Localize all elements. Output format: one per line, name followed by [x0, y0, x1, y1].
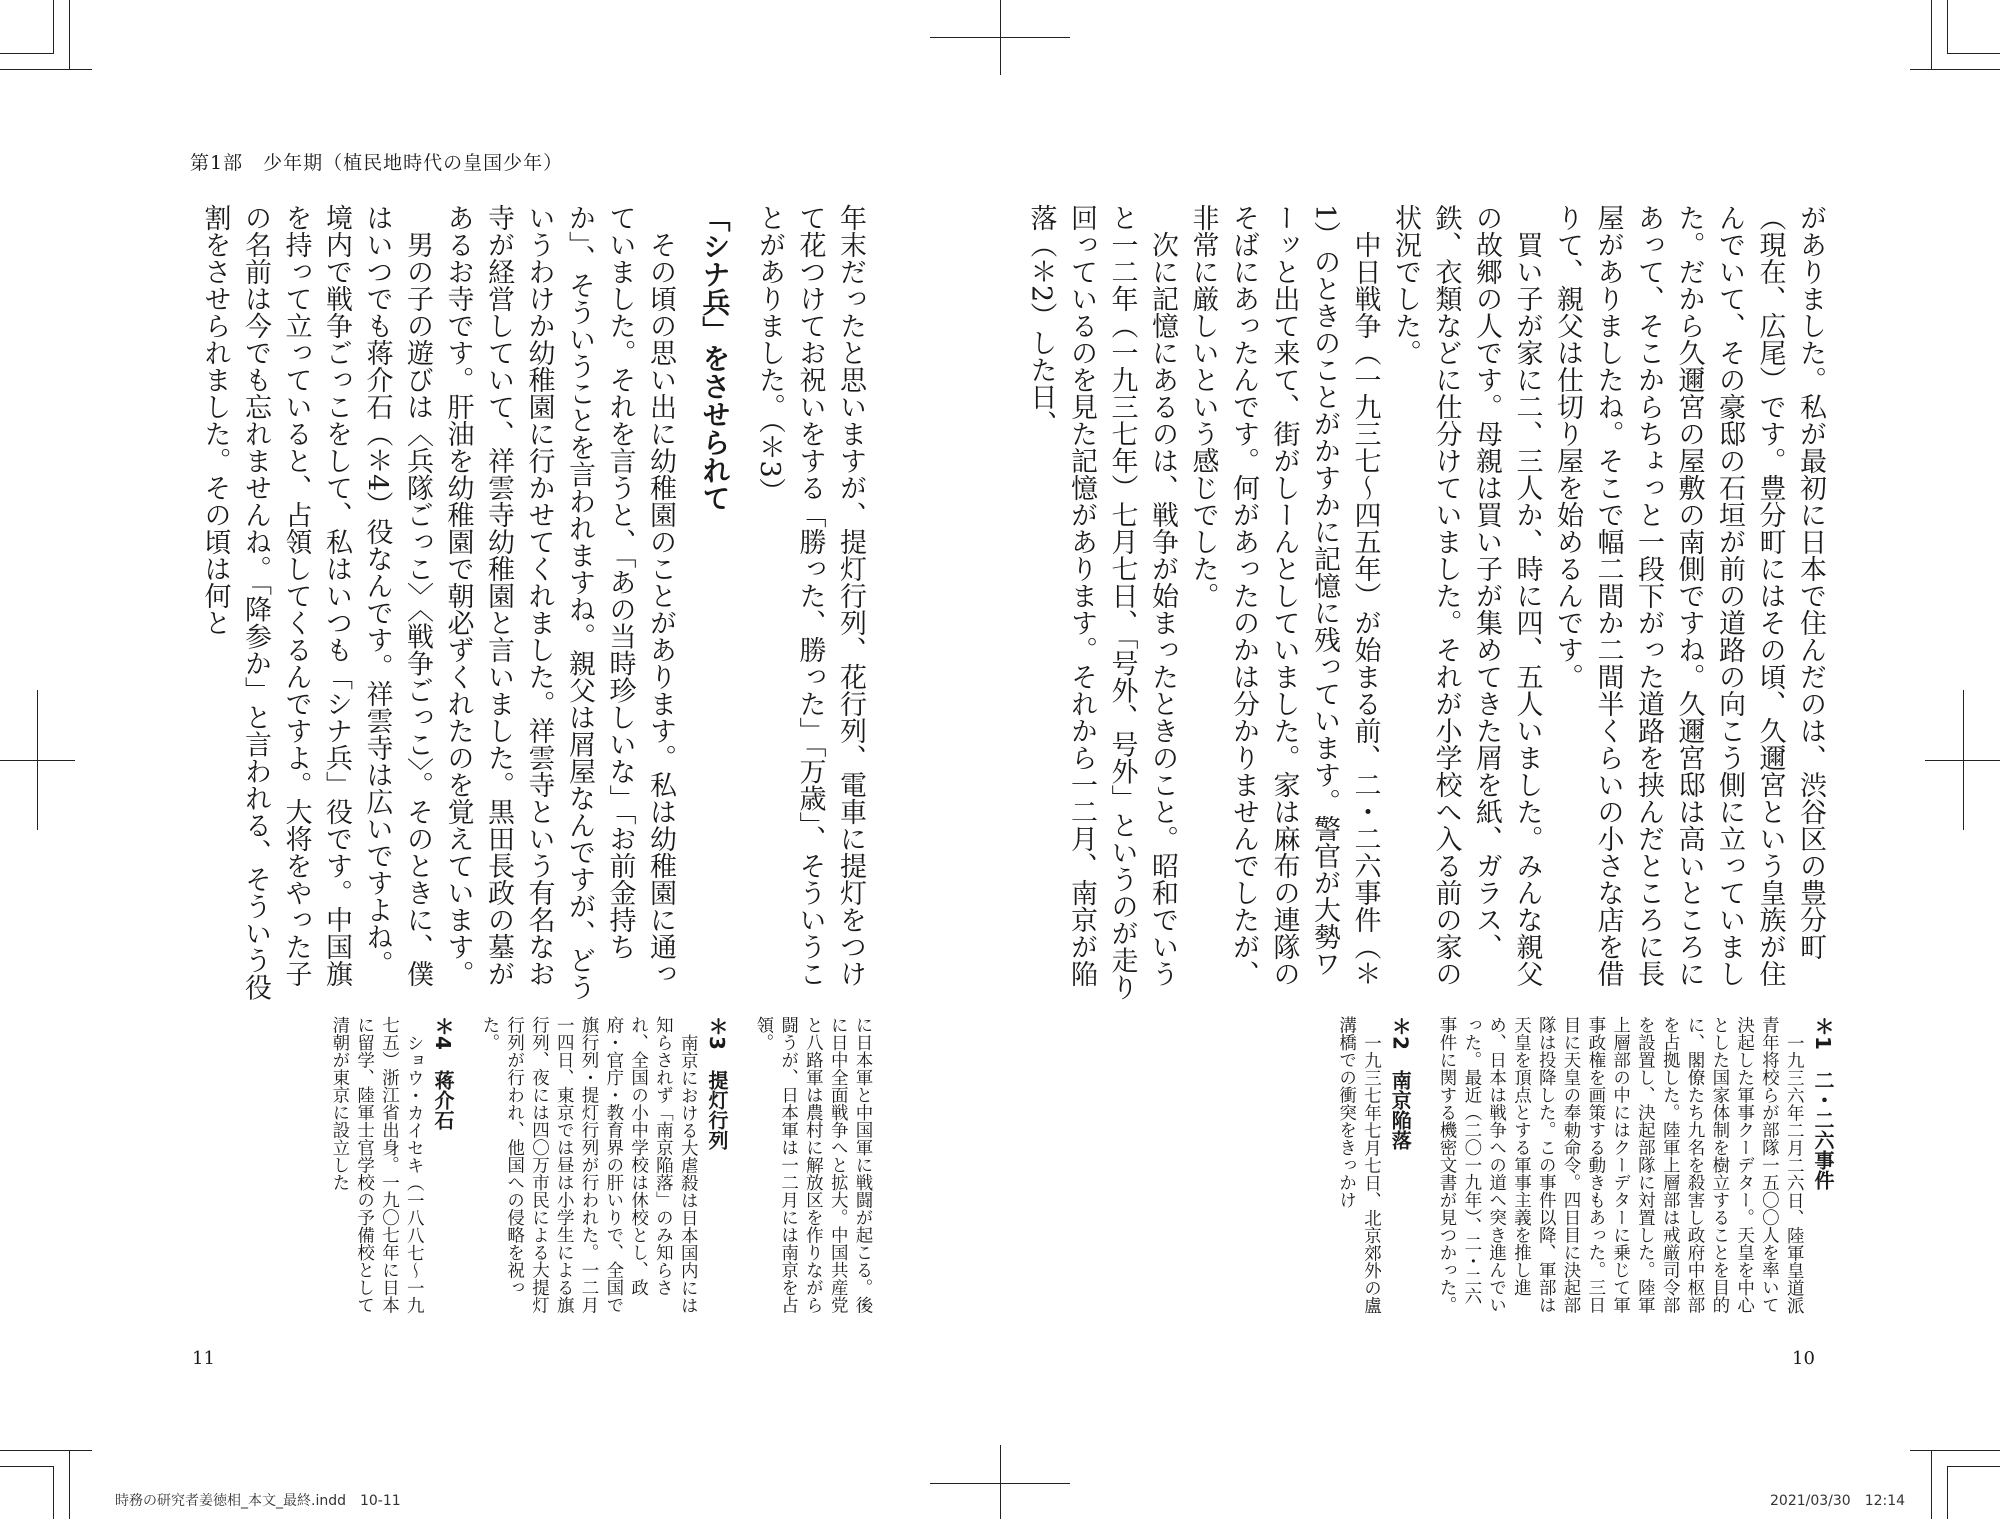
paragraph: がありました。私が最初に日本で住んだのは、渋谷区の豊分町（現在、広尾）です。豊分町にはその頃、久邇宮という皇族が住んでいて、その豪邸の石垣が前の道路の向こう側に立っていました。だから久邇宮の屋敷の南側ですね。久邇宮邸は高いところにあって、そこからちょっと一段下がった道路を挟んだところに長屋がありましたね。そこで幅二間か二間半くらいの小さな店を借りて、親父は仕切り屋を始めるんです。 — [1552, 204, 1826, 987]
crop-mark — [53, 1466, 54, 1519]
slug-filename: 時務の研究者姜徳相_本文_最終.indd 10-11 — [115, 1493, 401, 1509]
footnote — [1434, 1016, 1835, 1316]
paragraph: 男の子の遊びは〈兵隊ごっこ〉〈戦争ごっこ〉。そのときに、僕はいつでも蒋介石（＊4）役なんです。祥雲寺は広いですよね。境内で戦争ごっこをして、私はいつも「シナ兵」役です。中国旗を持って立っていると、占領してくるんですよ。大将をやった子の名前は今でも忘れませんね。「降参か」と言われる、そういう役割をさせられました。その頃は何と — [199, 204, 433, 1001]
crop-mark — [1931, 0, 1932, 70]
page-number-left: 11 — [192, 1348, 215, 1369]
slug-timestamp: 2021/03/30 12:14 — [1770, 1493, 1906, 1509]
crop-mark — [53, 0, 54, 54]
left-page-notes — [185, 1016, 875, 1316]
footnote — [1334, 1016, 1412, 1316]
paragraph: その頃の思い出に幼稚園のことがあります。私は幼稚園に通っていました。それを言うと、「あの当時珍しいな」「お前金持ちか」、そういうことを言われますね。親父は屑屋なんですが、どういうわけか幼稚園に行かせてくれました。祥雲寺という有名なお寺が経営していて、祥雲寺幼稚園と言いました。黒田長政の墓があるお寺です。肝油を幼稚園で朝必ずくれたのを覚えています。 — [442, 204, 676, 1001]
crop-mark — [1947, 1466, 1948, 1519]
crop-mark — [69, 1450, 70, 1519]
crop-mark — [69, 0, 70, 70]
paragraph: 次に記憶にあるのは、戦争が始まったときのこと。昭和でいうと一二年（一九三七年）七月七日、「号外、号外」というのが走り回っているのを見た記憶があります。それから一二月、南京が陥落（＊2）した日、 — [1025, 204, 1178, 1001]
running-head: 第1部 少年期（植民地時代の皇国少年） — [190, 152, 564, 174]
crop-mark — [1931, 1450, 1932, 1519]
footnote-heading: ＊4 蒋介石 — [431, 1016, 456, 1130]
footnote-text: に日本軍と中国軍に戦闘が起こる。後に日中全面戦争へと拡大。中国共産党と八路軍は農村に解放区を作りながら闘うが、日本軍は一二月には南京を占領。 — [753, 1016, 873, 1314]
crop-mark — [0, 53, 53, 54]
registration-mark — [1000, 1445, 1001, 1519]
crop-mark — [1910, 1450, 2000, 1451]
crop-mark — [1947, 53, 2000, 54]
footnote-text: ショウ・カイセキ（一八八七〜一九七五）浙江省出身。一九〇七年に日本に留学、陸軍士官学校の予備校として清朝が東京に設立した — [329, 1016, 425, 1314]
paragraph: 年末だったと思いますが、提灯行列、花行列、電車に提灯をつけて花つけてお祝いをする「勝った、勝った」「万歳」、そういうことがありました。（＊3） — [754, 204, 866, 987]
page-number-right: 10 — [1792, 1348, 1815, 1369]
footnote-text: 一九三七年七月七日、北京郊外の盧溝橋での衝突をきっかけ — [1336, 1016, 1382, 1314]
registration-mark — [1000, 0, 1001, 75]
right-page-body — [1025, 204, 1830, 1004]
section-heading: 「シナ兵」をさせられて — [698, 204, 732, 512]
right-page-notes — [1145, 1016, 1835, 1316]
footnote — [327, 1016, 455, 1316]
registration-mark — [1963, 690, 1964, 830]
registration-mark — [37, 690, 38, 830]
footnote-heading: ＊1 二・二六事件 — [1811, 1016, 1835, 1190]
footnote-heading: ＊2 南京陥落 — [1388, 1016, 1413, 1150]
footnote-text: 一九三六年二月二六日、陸軍皇道派青年将校らが部隊一五〇〇人を率いて決起した軍事クーデター。天皇を中心とした国家体制を樹立することを目的に、閣僚たち九名を殺害し政府中枢部を占拠した。陸軍上層部は戒厳司令部を設置し、決起部隊に対置した。陸軍上層部の中にはクーデターに乗じて軍事政権を画策する動きもあった。三日目に天皇の奉勅命令。四日目に決起部隊は投降した。この事件以降、軍部は天皇を頂点とする軍事主義を推し進め、日本は戦争への道へ突き進んでいった。最近（二〇一九年）、二・二六事件に関する機密文書が見つかった。 — [1437, 1016, 1805, 1314]
footnote — [477, 1016, 729, 1316]
paragraph: 中日戦争（一九三七〜四五年）が始まる前、二・二六事件（＊1）のときのことがかすかに記憶に残っています。警官が大勢ワーッと出て来て、街がしーんとしていました。家は麻布の連隊のそばにあったんです。何があったのかは分かりませんでしたが、非常に厳しいという感じでした。 — [1187, 204, 1381, 987]
crop-mark — [1947, 1466, 2000, 1467]
crop-mark — [0, 1466, 53, 1467]
footnote-text: 南京における大虐殺は日本国内には知らされず「南京陥落」のみ知らされ、全国の小中学校は休校とし、政府・官庁・教育界の肝いりで、全国で旗行列・提灯行列が行われた。一二月一四日、東京では昼は小学生による旗行列、夜には四〇万市民による大提灯行列が行われ、他国への侵略を祝った。 — [479, 1016, 699, 1314]
footnote — [751, 1016, 875, 1316]
footnote-heading: ＊3 提灯行列 — [705, 1016, 730, 1150]
crop-mark — [1910, 69, 2000, 70]
paragraph: 買い子が家に二、三人か、時に四、五人いました。みんな親父の故郷の人です。母親は買い子が集めてきた屑を紙、ガラス、鉄、衣類などに仕分けていました。それが小学校へ入る前の家の状況でした。 — [1390, 204, 1543, 987]
crop-mark — [1947, 0, 1948, 54]
crop-mark — [0, 1450, 92, 1451]
crop-mark — [0, 69, 92, 70]
left-page-body — [200, 204, 870, 1004]
